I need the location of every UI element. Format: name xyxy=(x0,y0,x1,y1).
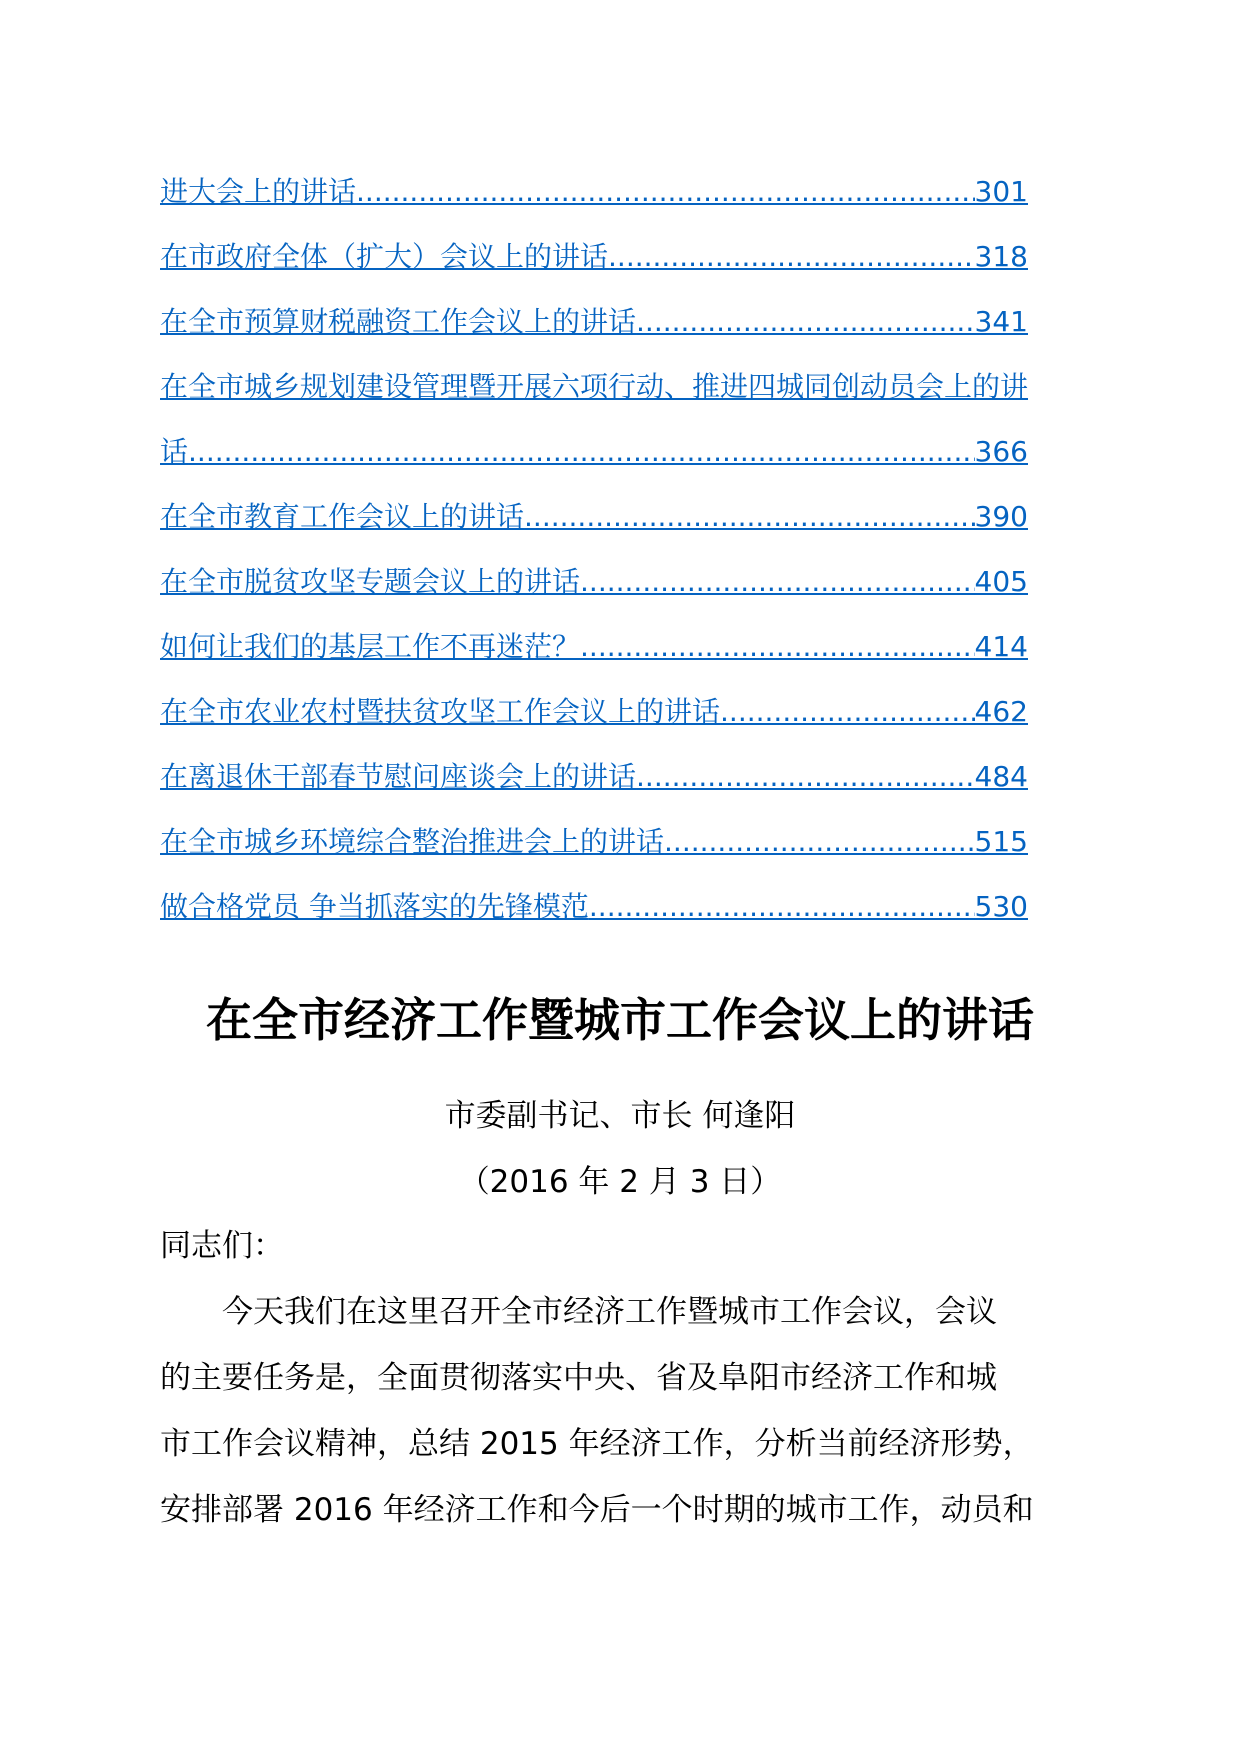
toc-page-number: 318 xyxy=(974,240,1028,273)
toc-entry-title: 做合格党员 争当抓落实的先锋模范 xyxy=(160,890,589,923)
toc-page-number: 462 xyxy=(974,695,1028,728)
toc-page-number: 414 xyxy=(974,630,1028,663)
speech-title: 在全市经济工作暨城市工作会议上的讲话 xyxy=(206,993,1034,1047)
toc-entry[interactable] xyxy=(160,497,1028,537)
body-text-line: 安排部署 2016 年经济工作和今后一个时期的城市工作，动员和 xyxy=(160,1492,1034,1528)
body-text-line: 的主要任务是，全面贯彻落实中央、省及阜阳市经济工作和城 xyxy=(160,1360,997,1396)
toc-entry[interactable] xyxy=(160,172,1028,212)
toc-entry[interactable] xyxy=(160,822,1028,862)
toc-page-number: 301 xyxy=(974,175,1028,208)
toc-page-number: 405 xyxy=(974,565,1028,598)
toc-entry-title: 在全市预算财税融资工作会议上的讲话 xyxy=(160,305,637,338)
speech-date: （2016 年 2 月 3 日） xyxy=(458,1164,782,1200)
toc-entry-title: 在全市教育工作会议上的讲话 xyxy=(160,500,525,533)
toc-entry[interactable] xyxy=(160,887,1028,927)
toc-leader-dots xyxy=(188,432,975,472)
toc-leader-dots xyxy=(664,822,975,862)
toc-entry[interactable] xyxy=(160,627,1028,667)
toc-entry-title: 在全市脱贫攻坚专题会议上的讲话 xyxy=(160,565,581,598)
toc-entry[interactable] xyxy=(160,562,1028,602)
toc-entry-title: 在全市城乡环境综合整治推进会上的讲话 xyxy=(160,825,665,858)
toc-leader-dots xyxy=(356,172,975,212)
toc-page-number: 341 xyxy=(974,305,1028,338)
toc-leader-dots xyxy=(636,757,975,797)
toc-entry-title: 话 xyxy=(160,435,189,468)
toc-page-number: 515 xyxy=(974,825,1028,858)
speech-author: 市委副书记、市长 何逢阳 xyxy=(444,1098,796,1134)
toc-entry-title: 进大会上的讲话 xyxy=(160,175,357,208)
toc-entry-title: 如何让我们的基层工作不再迷茫？ xyxy=(160,630,581,663)
toc-entry-multiline[interactable] xyxy=(160,367,1028,472)
toc-page-number: 530 xyxy=(974,890,1028,923)
toc-leader-dots xyxy=(608,237,975,277)
toc-leader-dots xyxy=(720,692,975,732)
toc-entry-title-line1: 在全市城乡规划建设管理暨开展六项行动、推进四城同创动员会上的讲 xyxy=(160,370,1029,403)
toc-page-number: 366 xyxy=(974,435,1028,468)
toc-leader-dots xyxy=(524,497,975,537)
toc-entry-title: 在市政府全体（扩大）会议上的讲话 xyxy=(160,240,609,273)
toc-entry-title: 在离退休干部春节慰问座谈会上的讲话 xyxy=(160,760,637,793)
toc-entry[interactable] xyxy=(160,237,1028,277)
toc-page-number: 390 xyxy=(974,500,1028,533)
body-text-line: 市工作会议精神，总结 2015 年经济工作，分析当前经济形势， xyxy=(160,1426,1034,1462)
toc-leader-dots xyxy=(580,562,975,602)
salutation: 同志们： xyxy=(160,1228,284,1264)
toc-entry[interactable] xyxy=(160,692,1028,732)
toc-entry[interactable] xyxy=(160,302,1028,342)
toc-page-number: 484 xyxy=(974,760,1028,793)
body-text-line: 今天我们在这里召开全市经济工作暨城市工作会议，会议 xyxy=(222,1294,997,1330)
toc-leader-dots xyxy=(589,887,975,927)
toc-leader-dots xyxy=(636,302,975,342)
toc-entry-title: 在全市农业农村暨扶贫攻坚工作会议上的讲话 xyxy=(160,695,721,728)
toc-entry[interactable] xyxy=(160,757,1028,797)
toc-leader-dots xyxy=(580,627,975,667)
